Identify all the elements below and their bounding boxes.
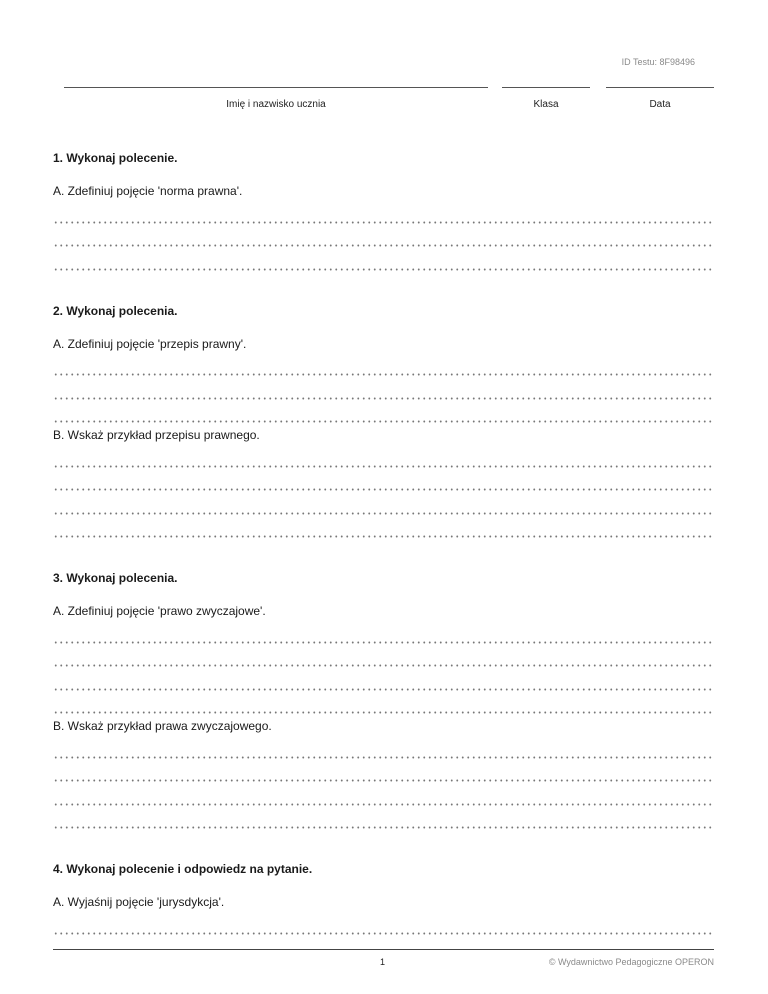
question-title: 4. Wykonaj polecenie i odpowiedz na pytanie.: [53, 862, 313, 876]
task-prompt: A. Zdefiniuj pojęcie 'przepis prawny'.: [53, 336, 247, 351]
answer-line[interactable]: [53, 911, 713, 935]
question-1: [53, 150, 713, 271]
name-label: Imię i nazwisko ucznia: [226, 99, 326, 110]
answer-line[interactable]: [53, 468, 713, 492]
date-label: Data: [649, 99, 671, 110]
question-3: [53, 570, 713, 829]
answer-line[interactable]: [53, 806, 713, 830]
question-4: [53, 861, 713, 935]
answer-line[interactable]: [53, 620, 713, 644]
answer-line[interactable]: [53, 491, 713, 515]
answer-line[interactable]: [53, 667, 713, 691]
task-prompt: A. Zdefiniuj pojęcie 'prawo zwyczajowe'.: [53, 604, 266, 618]
task-prompt: A. Zdefiniuj pojęcie 'norma prawna'.: [53, 184, 243, 198]
answer-line[interactable]: [53, 400, 713, 424]
task-prompt: B. Wskaż przykład prawa zwyczajowego.: [53, 719, 272, 733]
answer-line[interactable]: [53, 515, 713, 539]
class-signature-line[interactable]: [502, 87, 590, 88]
name-signature-line[interactable]: [64, 87, 488, 88]
answer-line[interactable]: [53, 376, 713, 400]
test-id: ID Testu: 8F98496: [621, 57, 695, 67]
task-prompt: B. Wskaż przykład przepisu prawnego.: [53, 428, 260, 442]
answer-line[interactable]: [53, 224, 713, 248]
question-title: 1. Wykonaj polecenie.: [53, 151, 178, 165]
page-number: 1: [380, 957, 386, 967]
answer-line[interactable]: [53, 353, 713, 377]
answer-line[interactable]: [53, 691, 713, 715]
answer-line[interactable]: [53, 782, 713, 806]
answer-line[interactable]: [53, 200, 713, 224]
footer-divider: [53, 949, 714, 950]
question-2: [53, 303, 713, 539]
answer-line[interactable]: [53, 735, 713, 759]
class-label: Klasa: [533, 99, 559, 110]
answer-line[interactable]: [53, 759, 713, 783]
answer-line[interactable]: [53, 644, 713, 668]
date-signature-line[interactable]: [606, 87, 714, 88]
answer-line[interactable]: [53, 444, 713, 468]
task-prompt: A. Wyjaśnij pojęcie 'jurysdykcja'.: [53, 895, 225, 909]
questions-section: [53, 150, 713, 935]
copyright-notice: © Wydawnictwo Pedagogiczne OPERON: [548, 957, 714, 967]
question-title: 3. Wykonaj polecenia.: [53, 571, 178, 585]
question-title: 2. Wykonaj polecenia.: [53, 303, 178, 318]
answer-line[interactable]: [53, 247, 713, 271]
